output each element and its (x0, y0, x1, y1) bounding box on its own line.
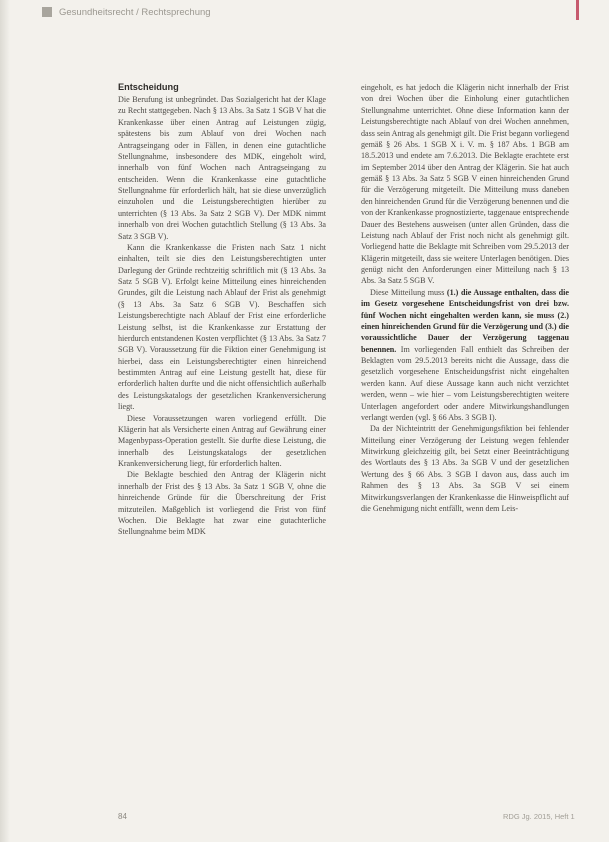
paragraph: Die Beklagte beschied den Antrag der Klägerin nicht innerhalb der Frist des § 13 Abs. 3a Satz 1 SGB V, ohne die hinreichende Gründe für die Überschreitung der Frist mitzuteilen. Maßgeblich ist vorliegend die Frist von fünf Wochen. Die Beklagte hat zwar eine gutachterliche Stellungnahme beim MDK (118, 470, 326, 537)
running-header (42, 2, 582, 22)
page-number: 84 (118, 812, 127, 821)
emphasis-tail: Im vorliegenden Fall enthielt das Schreiben der Beklagten vom 29.5.2013 bereits nicht die Aussage, dass die gesetzlich vorgesehene Entscheidungsfrist nicht eingehalten werden kann. Auf diese Aussage kann auch nicht verzichtet werden, wenn – wie hier – vom Leistungsberechtigten weitere Unterlagen angefordert oder andere Mitwirkungshandlungen verlangt werden (vgl. § 66 Abs. 3 SGB I). (361, 344, 570, 422)
emphasis-paragraph (361, 287, 569, 424)
paragraph: Da der Nichteintritt der Genehmigungsfiktion bei fehlender Mitteilung einer Verzögerung der Leistung wegen fehlender Mitwirkung gleichzeitig gilt, bei Setzt einer Beeinträchtigung des Wortlauts des § 13 Abs. 3a SGB V und der gesetzlichen Wertung des § 66 Abs. 3 SGB I davon aus, dass auch im Rahmen des § 13 Abs. 3a SGB V sei einem Mitwirkungsverlangen der Krankenkasse die Hinweispflicht auf die Genehmigung nicht entfällt, wenn dem Leis- (361, 424, 569, 513)
paragraph: Diese Voraussetzungen waren vorliegend erfüllt. Die Klägerin hat als Versicherte einen Antrag auf Gewährung einer Magenbypass-Operation gestellt. Sie durfte diese Leistung, die innerhalb des Leistungskatalogs der gesetzlichen Krankenversicherung liegt, für erforderlich halten. (118, 413, 326, 468)
paragraph: Die Berufung ist unbegründet. Das Sozialgericht hat der Klage zu Recht stattgegeben. Nach § 13 Abs. 3a Satz 1 SGB V hat die Krankenkasse über einen Antrag auf Leistungen zügig, spätestens bis zum Ablauf von drei Wochen nach Antragseingang oder in Fällen, in denen eine gutachtliche Stellungnahme, insbesondere des MDK, eingeholt wird, innerhalb von fünf Wochen nach Antragseingang zu entscheiden. Wenn die Krankenkasse eine gutachtliche Stellungnahme für erforderlich hält, hat sie diese unverzüglich einzuholen und die Leistungsberechtigten hierüber zu unterrichten (§ 13 Abs. 3a Satz 2 SGB V). Der MDK nimmt innerhalb von drei Wochen gutachtlich Stellung (§ 13 Abs. 3a Satz 3 SGB V). (118, 95, 326, 241)
paragraph: Kann die Krankenkasse die Fristen nach Satz 1 nicht einhalten, teilt sie dies den Leistungsberechtigten unter Darlegung der Gründe rechtzeitig schriftlich mit (§ 13 Abs. 3a Satz 5 SGB V). Erfolgt keine Mitteilung eines hinreichenden Grundes, gilt die Leistung nach Ablauf der Frist als genehmigt (§ 13 Abs. 3a Satz 6 SGB V). Beschaffen sich Leistungsberechtigte nach Ablauf der Frist eine erforderliche Leistung selbst, ist die Krankenkasse zur Erstattung der hierdurch entstandenen Kosten verpflichtet (§ 13 Abs. 3a Satz 7 SGB V). Voraussetzung für die Fiktion einer Genehmigung ist hierbei, dass ein Leistungsberechtigter einen hinreichend bestimmten Antrag auf eine Leistung gestellt hat, diese für erforderlich halten durfte und die nicht offensichtlich außerhalb des Leistungskatalogs der gesetzlichen Krankenversicherung liegt. (118, 242, 326, 412)
left-column (118, 82, 326, 538)
right-column (361, 82, 569, 514)
header-square-icon (42, 7, 52, 17)
emphasis-lead: Diese Mitteilung muss (370, 287, 445, 297)
header-accent-bar (576, 0, 579, 20)
journal-reference: RDG Jg. 2015, Heft 1 (503, 812, 575, 821)
emphasis-bold-text: (1.) die Aussage enthalten, dass die im Gesetz vorgesehene Entscheidungsfrist von drei bzw. fünf Wochen nicht eingehalten werden kann, sie muss (2.) einen hinreichenden Grund für die Verzögerung und (3.) die voraussichtliche Dauer der Verzögerung taggenau benennen. (361, 287, 569, 354)
paragraph: eingeholt, es hat jedoch die Klägerin nicht innerhalb der Frist von drei Wochen über die Einholung einer gutachtlichen Stellungnahme unterrichtet. Ohne diese Information kann der Leistungsberechtigte nach Ablauf von drei Wochen annehmen, dass sein Antrag als genehmigt gilt. Die Frist begann vorliegend gemäß § 26 Abs. 1 SGB X i. V. m. § 187 Abs. 1 BGB am 18.5.2013 und endete am 7.6.2013. Die Beklagte erachtete erst im September 2014 über den Antrag der Klägerin. Sie hat auch gemäß § 13 Abs. 3a Satz 5 SGB V einen hinreichenden Grund für die Verzögerung mitgeteilt. Die Mitteilung muss daneben den hinreichenden Grund für die Verzögerung benennen und die von der Krankenkasse prognostizierte, taggenaue entsprechende Dauer des Bestehens ausweisen (unter allen Gründen, dass die Leistung nach Ablauf der Frist noch nicht als genehmigt gilt. Vorliegend hatte die Beklagte mit Schreiben vom 29.5.2013 der Klägerin mitgeteilt, dass sie weitere Unterlagen benötigen. Dies genügt nicht den Anforderungen einer Mitteilung nach § 13 Abs. 3a Satz 5 SGB V. (361, 83, 569, 286)
header-section-label: Gesundheitsrecht / Rechtsprechung (59, 6, 211, 18)
page-edge (0, 0, 10, 842)
section-heading: Entscheidung (118, 82, 179, 92)
